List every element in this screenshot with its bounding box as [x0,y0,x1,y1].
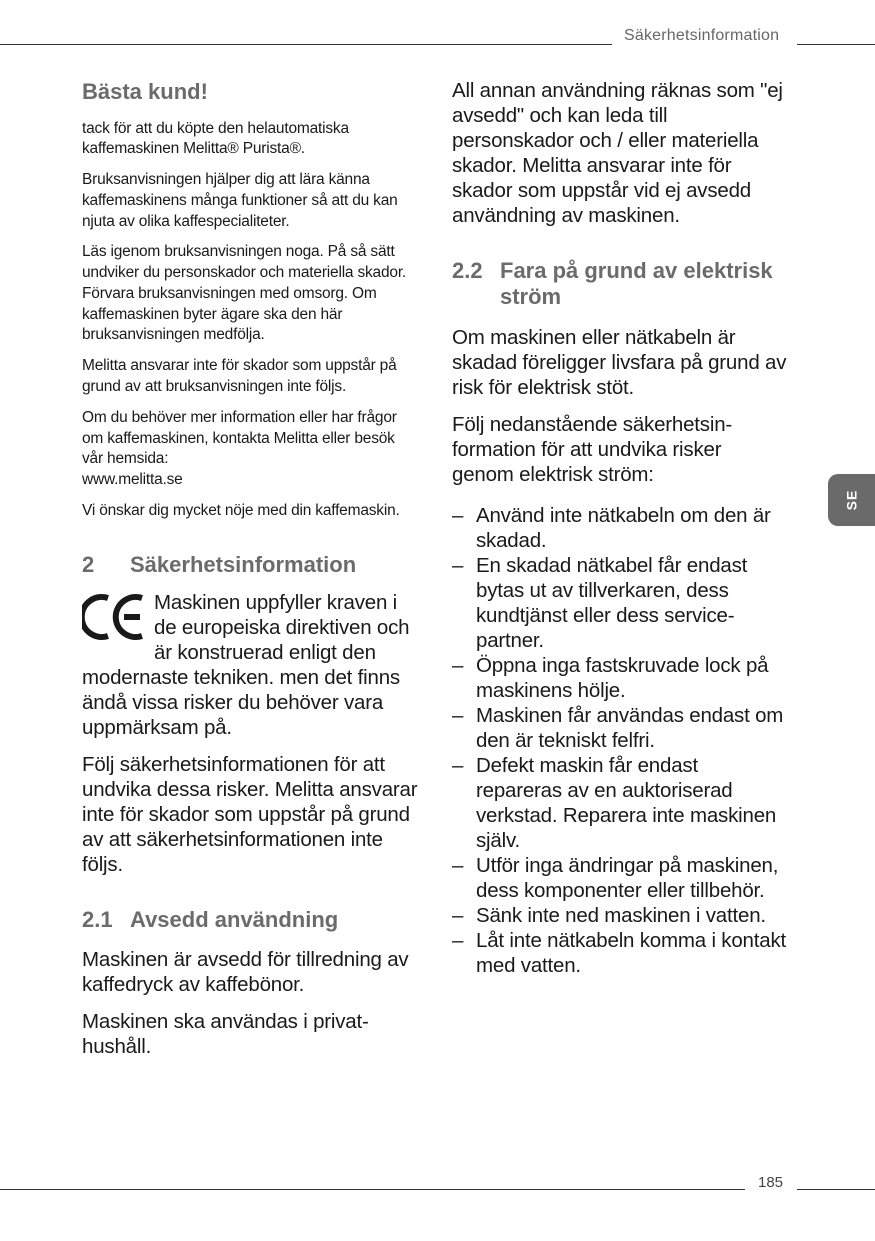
list-item-text: Sänk inte ned maskinen i vatten. [476,903,766,927]
list-item [452,928,788,978]
list-item [452,903,788,928]
greeting-heading: Bästa kund! [82,79,208,104]
dash-icon: – [452,553,464,577]
section-number: 2 [82,551,95,577]
running-header-title: Säkerhetsinformation [624,27,780,44]
list-item [452,553,788,653]
dash-icon: – [452,928,464,952]
intro-paragraph: tack för att du köpte den helautomatiska kaffemaskinen Melitta® Purista®. [82,119,349,158]
intro-section [82,119,418,522]
section-2-2-paragraph: Om maskinen eller nätkabeln är skadad föreligger livsfara på grund av risk för elektrisk stöt. [452,325,787,399]
usage-paragraph: All annan användning räknas som "ej avsedd" och kan leda till personskador och / eller materiella skador. Melitta ansvarar inte för skador som uppstår vid ej avsedd användning av maskinen. [452,79,783,227]
header-rule-left [0,44,612,45]
header-rule-right [797,44,875,45]
left-column [82,78,418,1071]
section-2-1-body [82,947,418,1059]
list-item-text: Använd inte nätkabeln om den är skadad. [476,503,771,552]
section-2-2-body [452,325,788,487]
section-2-2-heading [452,258,788,311]
safety-bullet-list [452,503,788,978]
section-2-paragraph: Följ säkerhetsinformationen för att undvika dessa risker. Melitta ansvarar inte för skador som uppstår på grund av att säkerhetsinformationen inte följs. [82,753,418,876]
list-item [452,753,788,853]
intro-paragraph: Bruksanvisningen hjälper dig att lära känna kaffemaskinens många funktioner så att du kan njuta av olika kaffespecialiteter. [82,171,398,230]
section-2-body [82,590,418,877]
list-item-text: Maskinen får användas endast om den är tekniskt felfri. [476,703,784,752]
footer-rule-left [0,1189,745,1190]
dash-icon: – [452,903,464,927]
section-number: 2.2 [452,258,483,283]
list-item-text: Öppna inga fastskruvade lock på maskinens hölje. [476,653,769,702]
section-2-1-paragraph: Maskinen ska användas i privathushåll. [82,1010,369,1059]
list-item-text: Defekt maskin får endast repareras av en auktoriserad verkstad. Reparera inte maskinen själv. [476,753,777,852]
footer-rule-right [797,1189,875,1190]
intro-paragraph: Vi önskar dig mycket nöje med din kaffemaskin. [82,501,400,519]
list-item [452,653,788,703]
dash-icon: – [452,853,464,877]
section-2-1-paragraph: Maskinen är avsedd för tillredning av kaffedryck av kaffebönor. [82,948,409,997]
section-title: Avsedd användning [130,907,339,932]
list-item [452,703,788,753]
intro-paragraph: Melitta ansvarar inte för skador som uppstår på grund av att bruksanvisningen inte följs. [82,357,397,396]
usage-continuation [452,78,788,228]
dash-icon: – [452,753,464,777]
dash-icon: – [452,703,464,727]
intro-paragraph: Läs igenom bruksanvisningen noga. På så sätt undviker du personskador och materiella skador. Förvara bruksanvisningen med omsorg. Om kaffemaskinen byter ägare ska den här bruksanvisningen medfölja. [82,243,407,344]
section-title: Säkerhetsinformation [130,551,357,577]
dash-icon: – [452,653,464,677]
list-item [452,853,788,903]
dash-icon: – [452,503,464,527]
language-tab [828,474,875,526]
section-2-2-paragraph: Följ nedanstående säkerhetsinformation för att undvika risker genom elektrisk ström: [452,412,733,486]
section-number: 2.1 [82,907,113,932]
list-item-text: Utför inga ändringar på maskinen, dess komponenter eller tillbehör. [476,853,779,902]
ce-mark-icon [82,592,148,642]
list-item-text: Låt inte nätkabeln komma i kontakt med vatten. [476,928,786,977]
page-number: 185 [758,1174,784,1191]
list-item [452,503,788,553]
list-item-text: En skadad nätkabel får endast bytas ut av tillverkaren, dess kundtjänst eller dess servicepartner. [476,553,748,652]
right-column [452,78,788,978]
section-title: Fara på grund av elektrisk ström [500,258,773,310]
section-2-1-heading [82,907,418,933]
ce-paragraph: Maskinen uppfyller kraven i de europeiska direktiven och är konstruerad enligt den modernaste tekniken. men det finns ändå vissa risker du behöver vara uppmärksam på. [82,591,410,739]
language-tab-label: SE [843,489,860,511]
section-2-heading [82,552,418,578]
intro-paragraph-contact: Om du behöver mer information eller har frågor om kaffemaskinen, kontakta Melitta eller besök vår hemsida: www.melitta.se [82,408,397,489]
